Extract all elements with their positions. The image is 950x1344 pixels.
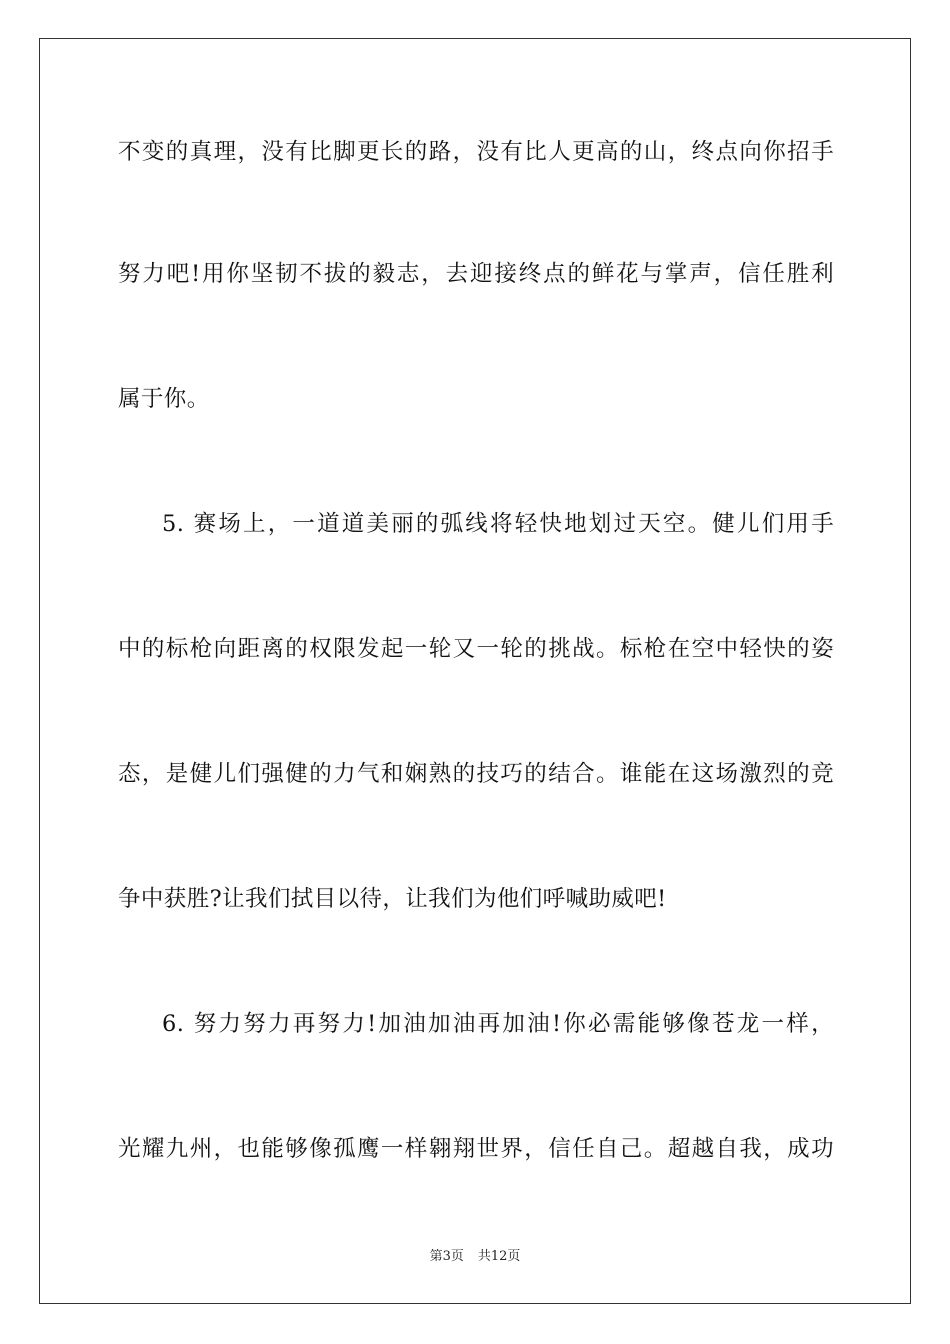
total-pages: 共12页 (477, 1249, 521, 1264)
body-text-line: 光耀九州，也能够像孤鹰一样翱翔世界，信任自己。超越自我，成功 (118, 1136, 834, 1162)
body-text-line: 中的标枪向距离的权限发起一轮又一轮的挑战。标枪在空中轻快的姿 (118, 636, 834, 662)
page-footer (0, 1248, 950, 1266)
paragraph-5-first-line: 5. 赛场上，一道道美丽的弧线将轻快地划过天空。健儿们用手 (162, 511, 834, 537)
body-text-line: 努力吧!用你坚韧不拔的毅志，去迎接终点的鲜花与掌声，信任胜利 (118, 261, 834, 287)
current-page-number: 第3页 (429, 1249, 464, 1264)
body-text-line: 不变的真理，没有比脚更长的路，没有比人更高的山，终点向你招手 (118, 139, 834, 165)
page-border (39, 38, 911, 1304)
body-text-line: 属于你。 (118, 386, 210, 412)
body-text-line: 态，是健儿们强健的力气和娴熟的技巧的结合。谁能在这场激烈的竞 (118, 761, 834, 787)
body-text-line: 争中获胜?让我们拭目以待，让我们为他们呼喊助威吧! (118, 886, 667, 912)
paragraph-6-first-line: 6. 努力努力再努力!加油加油再加油!你必需能够像苍龙一样， (162, 1011, 834, 1037)
